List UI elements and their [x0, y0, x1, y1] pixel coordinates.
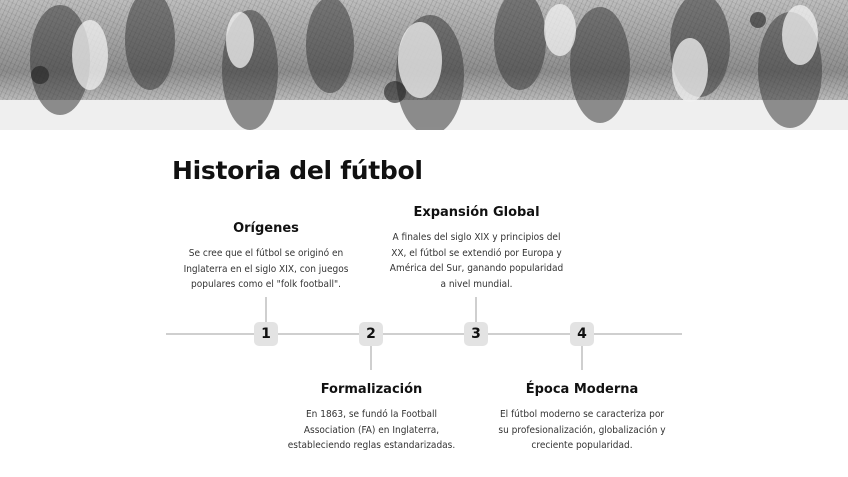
- event-title: Formalización: [320, 382, 423, 397]
- timeline-event-global-expansion: [389, 205, 564, 292]
- timeline-stem-3: [475, 297, 477, 322]
- page-title: Historia del fútbol: [172, 156, 423, 185]
- timeline-marker-1: 1: [254, 322, 278, 346]
- event-description: El fútbol moderno se caracteriza por su profesionalización, globalización y creciente popularidad.: [498, 409, 666, 451]
- timeline-event-origins: [181, 221, 351, 293]
- hero-image: [0, 0, 848, 130]
- event-title: Orígenes: [233, 221, 299, 236]
- timeline-stem-1: [265, 297, 267, 322]
- timeline-marker-4: 4: [570, 322, 594, 346]
- event-title: Época Moderna: [525, 382, 639, 397]
- timeline-event-formalization: [284, 382, 459, 454]
- hero-engraving: [0, 0, 848, 130]
- event-title: Expansión Global: [413, 205, 540, 220]
- timeline-stem-4: [581, 346, 583, 370]
- timeline-marker-3: 3: [464, 322, 488, 346]
- timeline-event-modern-era: [496, 382, 668, 454]
- timeline-marker-2: 2: [359, 322, 383, 346]
- event-description: Se cree que el fútbol se originó en Inglaterra en el siglo XIX, con juegos populares como el "folk football".: [183, 248, 349, 290]
- event-description: En 1863, se fundó la Football Association (FA) en Inglaterra, estableciendo reglas estandarizadas.: [287, 409, 456, 451]
- event-description: A finales del siglo XIX y principios del XX, el fútbol se extendió por Europa y América del Sur, ganando popularidad a nivel mundial.: [389, 232, 564, 290]
- timeline-stem-2: [370, 346, 372, 370]
- timeline-axis: [166, 333, 682, 335]
